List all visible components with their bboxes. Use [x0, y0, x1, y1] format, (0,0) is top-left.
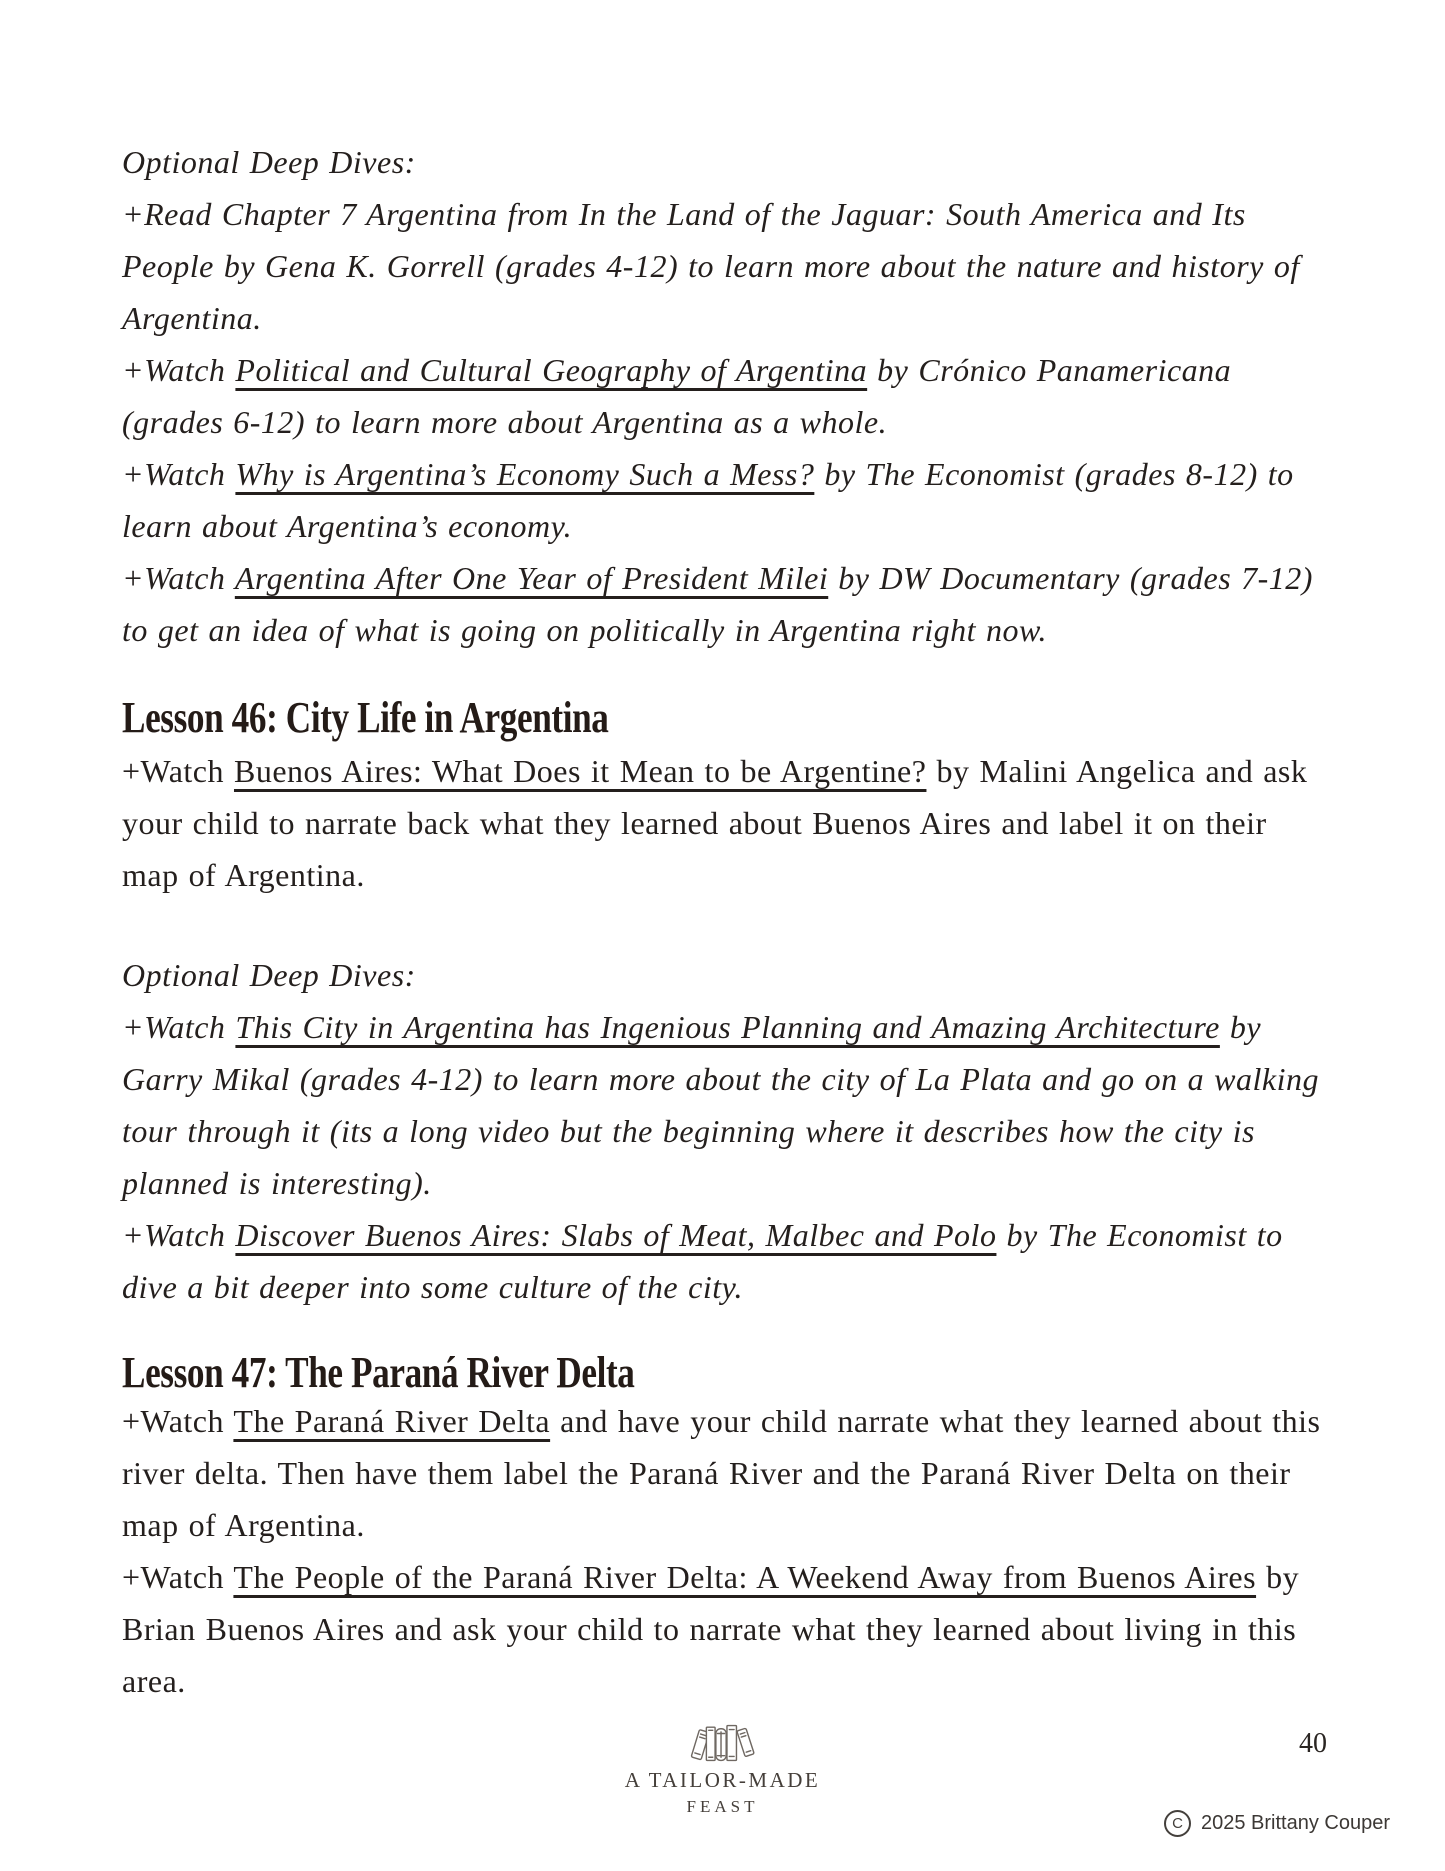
link-why-is-argentinas-economy-such-a-mess[interactable]: Why is Argentina’s Economy Such a Mess?: [235, 456, 815, 492]
resource-item-watch-people: [122, 1551, 1327, 1707]
copyright-text: 2025 Brittany Couper: [1200, 1812, 1390, 1834]
resource-item-watch-delta: [122, 1395, 1327, 1551]
lesson-47-body: [122, 1395, 1327, 1707]
copyright: [1164, 1810, 1390, 1837]
optional-deep-dives-section-2: [122, 949, 1327, 1313]
brand-subtitle: FEAST: [686, 1797, 759, 1816]
deep-dives-title: [122, 949, 1327, 1001]
link-political-cultural-geography-of-argentina[interactable]: Political and Cultural Geography of Argentina: [235, 352, 868, 388]
resource-item-watch-geography: [122, 344, 1327, 448]
copyright-symbol: C: [1172, 1815, 1183, 1832]
text-run: by DW Documentary (grades 7-12) to get an idea of what is going on politically in Argentina right now.: [122, 560, 1313, 648]
resource-item-watch-la-plata: [122, 1001, 1327, 1209]
text-run: by The Economist (grades 8-12) to learn about Argentina’s economy.: [122, 456, 1294, 544]
text-run: and have your child narrate what they learned about this river delta. Then have them label the Paraná River and the Paraná River Delta on their map of Argentina.: [122, 1403, 1321, 1543]
resource-item-watch-buenos-aires: [122, 745, 1327, 901]
text-run: +Watch: [122, 1403, 234, 1439]
text-run: by Malini Angelica and ask your child to narrate back what they learned about Buenos Aires and label it on their map of Argentina.: [122, 753, 1308, 893]
lesson-46-body: [122, 745, 1327, 901]
link-argentina-after-one-year-of-president-milei[interactable]: Argentina After One Year of President Milei: [234, 560, 829, 596]
page-content: [122, 0, 1327, 1707]
title-text: Optional Deep Dives:: [122, 144, 416, 180]
text-run: +Watch: [122, 1217, 236, 1253]
text-run: +Watch: [122, 560, 235, 596]
brand-logo: [0, 1722, 1445, 1817]
link-discover-buenos-aires-slabs-of-meat-malbec-and-polo[interactable]: Discover Buenos Aires: Slabs of Meat, Malbec and Polo: [235, 1217, 997, 1253]
lesson-46-heading: Lesson 46: City Life in Argentina: [122, 693, 609, 742]
lesson-47-heading: Lesson 47: The Paraná River Delta: [122, 1348, 635, 1397]
text-run: +Read Chapter 7 Argentina from In the Land of the Jaguar: South America and Its People by Gena K. Gorrell (grades 4-12) to learn more about the nature and history of Argentina.: [122, 196, 1300, 336]
text-run: +Watch: [122, 456, 236, 492]
link-this-city-in-argentina-has-ingenious-planning[interactable]: This City in Argentina has Ingenious Planning and Amazing Architecture: [235, 1009, 1220, 1045]
text-run: by Brian Buenos Aires and ask your child to narrate what they learned about living in this area.: [122, 1559, 1300, 1699]
text-run: +Watch: [122, 753, 234, 789]
text-run: +Watch: [122, 1009, 236, 1045]
title-text: Optional Deep Dives:: [122, 957, 416, 993]
text-run: by The Economist to dive a bit deeper into some culture of the city.: [122, 1217, 1283, 1305]
resource-item-watch-discover: [122, 1209, 1327, 1313]
link-the-people-of-the-parana-river-delta[interactable]: The People of the Paraná River Delta: A Weekend Away from Buenos Aires: [233, 1559, 1257, 1595]
books-icon: [685, 1722, 761, 1764]
brand-title: A TAILOR-MADE: [624, 1768, 821, 1792]
text-run: +Watch: [122, 352, 236, 388]
page-number: 40: [1299, 1728, 1327, 1759]
text-run: by Garry Mikal (grades 4-12) to learn more about the city of La Plata and go on a walking tour through it (its a long video but the beginning where it describes how the city is planned is interesting).: [122, 1009, 1319, 1201]
optional-deep-dives-section-1: [122, 136, 1327, 656]
resource-item-read-jaguar: [122, 188, 1327, 344]
text-run: by Crónico Panamericana (grades 6-12) to learn more about Argentina as a whole.: [122, 352, 1232, 440]
resource-item-watch-milei: [122, 552, 1327, 656]
copyright-icon: [1164, 1810, 1191, 1837]
text-run: +Watch: [122, 1559, 234, 1595]
link-buenos-aires-what-does-it-mean-to-be-argentine[interactable]: Buenos Aires: What Does it Mean to be Argentine?: [233, 753, 927, 789]
link-the-parana-river-delta[interactable]: The Paraná River Delta: [233, 1403, 551, 1439]
resource-item-watch-economy: [122, 448, 1327, 552]
deep-dives-title: [122, 136, 1327, 188]
